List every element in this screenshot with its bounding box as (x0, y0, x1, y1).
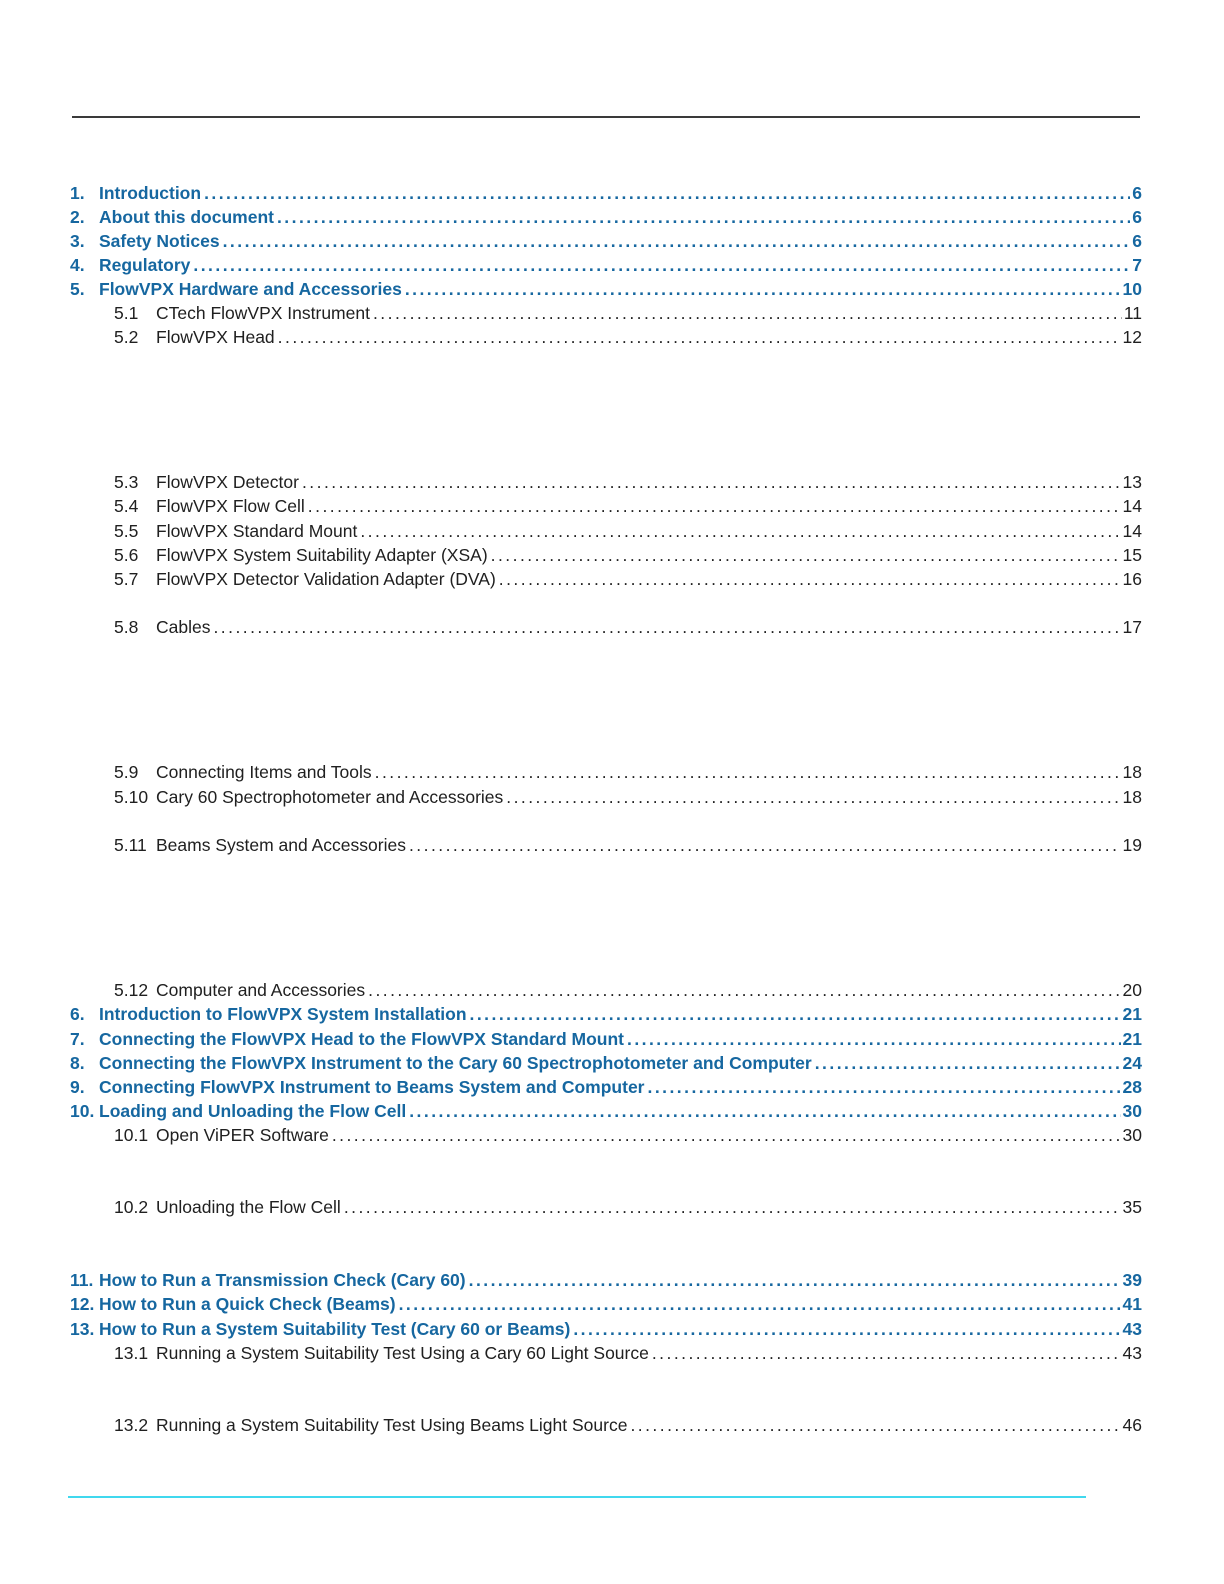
toc-page-number: 16 (1122, 569, 1142, 589)
toc-entry[interactable] (70, 1075, 1142, 1099)
toc-title: FlowVPX Detector Validation Adapter (DVA) (156, 569, 496, 589)
toc-number: 3. (70, 231, 85, 251)
toc-number: 5. (70, 279, 85, 299)
toc-page-number: 43 (1122, 1319, 1142, 1339)
toc-page-number: 14 (1122, 496, 1142, 516)
toc-title: FlowVPX Detector (156, 472, 299, 492)
toc-number: 5.10 (114, 787, 149, 807)
toc-title: Introduction (99, 183, 202, 203)
toc-entry[interactable] (70, 785, 1142, 809)
toc-number: 5.5 (114, 521, 139, 541)
toc-title: How to Run a Transmission Check (Cary 60) (99, 1270, 466, 1290)
toc-entry[interactable] (70, 1292, 1142, 1316)
toc-number: 5.3 (114, 472, 139, 492)
toc-dot-leader (360, 519, 1120, 543)
toc-entry[interactable] (70, 1051, 1142, 1075)
toc-page-number: 30 (1122, 1101, 1142, 1121)
toc-entry[interactable] (70, 253, 1142, 277)
toc-page-number: 24 (1122, 1053, 1142, 1073)
toc-entry[interactable] (70, 615, 1142, 639)
toc-number: 12. (70, 1294, 95, 1314)
toc-title: Safety Notices (99, 231, 220, 251)
toc-title: Cary 60 Spectrophotometer and Accessories (156, 787, 504, 807)
toc-entry[interactable] (70, 1123, 1142, 1147)
toc-title: Running a System Suitability Test Using a Cary 60 Light Source (156, 1343, 649, 1363)
toc-page-number: 13 (1122, 472, 1142, 492)
toc-number: 5.7 (114, 569, 139, 589)
toc-page-number: 18 (1122, 787, 1142, 807)
toc-number: 8. (70, 1053, 85, 1073)
toc-title: Cables (156, 617, 211, 637)
toc-title: How to Run a System Suitability Test (Cary 60 or Beams) (99, 1319, 571, 1339)
toc-number: 5.6 (114, 545, 139, 565)
toc-title: How to Run a Quick Check (Beams) (99, 1294, 396, 1314)
toc-dot-leader (470, 1002, 1121, 1026)
toc-page-number: 35 (1122, 1197, 1142, 1217)
toc-number: 5.2 (114, 327, 139, 347)
toc-entry[interactable] (70, 760, 1142, 784)
toc-title: About this document (99, 207, 274, 227)
toc-dot-leader (499, 567, 1121, 591)
toc-page-number: 28 (1122, 1077, 1142, 1097)
toc-entry[interactable] (70, 1099, 1142, 1123)
toc-entry[interactable] (70, 978, 1142, 1002)
toc-page-number: 21 (1122, 1004, 1142, 1024)
toc-dot-leader (278, 325, 1121, 349)
toc-title: Introduction to FlowVPX System Installation (99, 1004, 467, 1024)
toc-page-number: 10 (1122, 279, 1142, 299)
toc-dot-leader (332, 1123, 1121, 1147)
toc-title: Unloading the Flow Cell (156, 1197, 341, 1217)
toc-title: Connecting Items and Tools (156, 762, 372, 782)
toc-page-number: 6 (1132, 183, 1142, 203)
toc-number: 13. (70, 1319, 95, 1339)
toc-entry[interactable] (70, 494, 1142, 518)
toc-page-number: 11 (1123, 303, 1142, 323)
toc-title: Computer and Accessories (156, 980, 366, 1000)
toc-dot-leader (399, 1292, 1121, 1316)
toc-title: Connecting the FlowVPX Instrument to the Cary 60 Spectrophotometer and Computer (99, 1053, 812, 1073)
toc-page-number: 39 (1122, 1270, 1142, 1290)
toc-title: CTech FlowVPX Instrument (156, 303, 370, 323)
toc-page-number: 12 (1122, 327, 1142, 347)
toc-page-number: 17 (1122, 617, 1142, 637)
toc-number: 10. (70, 1101, 95, 1121)
toc-dot-leader (344, 1195, 1121, 1219)
toc-number: 10.1 (114, 1125, 149, 1145)
toc-entry[interactable] (70, 470, 1142, 494)
toc-title: FlowVPX Flow Cell (156, 496, 305, 516)
toc-dot-leader (302, 470, 1121, 494)
toc-title: FlowVPX Hardware and Accessories (99, 279, 402, 299)
toc-page-number: 6 (1132, 231, 1142, 251)
toc-entry[interactable] (70, 1268, 1142, 1292)
toc-dot-leader (204, 181, 1130, 205)
toc-number: 5.8 (114, 617, 139, 637)
toc-page-number: 18 (1122, 762, 1142, 782)
toc-page-number: 21 (1122, 1029, 1142, 1049)
toc-entry[interactable] (70, 205, 1142, 229)
toc-entry[interactable] (70, 1413, 1142, 1437)
toc-number: 5.11 (114, 835, 147, 855)
toc-dot-leader (308, 494, 1121, 518)
toc-page-number: 41 (1122, 1294, 1142, 1314)
toc-entry[interactable] (70, 1002, 1142, 1026)
toc-dot-leader (405, 277, 1121, 301)
toc-number: 11. (70, 1270, 94, 1290)
toc-number: 10.2 (114, 1197, 149, 1217)
toc-number: 5.9 (114, 762, 139, 782)
footer-rule (68, 1496, 1086, 1498)
toc-title: Beams System and Accessories (156, 835, 406, 855)
toc-number: 2. (70, 207, 85, 227)
toc-page-number: 30 (1122, 1125, 1142, 1145)
toc-title: FlowVPX Head (156, 327, 275, 347)
toc-dot-leader (409, 1099, 1120, 1123)
toc-number: 1. (70, 183, 85, 203)
toc-number: 5.12 (114, 980, 149, 1000)
toc-title: Connecting the FlowVPX Head to the FlowVPX Standard Mount (99, 1029, 625, 1049)
toc-page-number: 7 (1132, 255, 1142, 275)
toc-entry[interactable] (70, 1195, 1142, 1219)
toc-page-number: 6 (1132, 207, 1142, 227)
toc-dot-leader (193, 253, 1130, 277)
toc-dot-leader (277, 205, 1130, 229)
toc-dot-leader (373, 301, 1122, 325)
toc-page-number: 15 (1122, 545, 1142, 565)
toc-page-number: 20 (1122, 980, 1142, 1000)
toc-entry[interactable] (70, 543, 1142, 567)
toc-entry[interactable] (70, 1341, 1142, 1365)
toc-dot-leader (815, 1051, 1121, 1075)
toc-entry[interactable] (70, 301, 1142, 325)
toc-dot-leader (652, 1341, 1121, 1365)
toc-entry[interactable] (70, 833, 1142, 857)
toc-dot-leader (223, 229, 1131, 253)
toc-number: 6. (70, 1004, 85, 1024)
toc-title: Loading and Unloading the Flow Cell (99, 1101, 407, 1121)
toc-title: Running a System Suitability Test Using Beams Light Source (156, 1415, 628, 1435)
toc-dot-leader (648, 1075, 1121, 1099)
toc-number: 4. (70, 255, 85, 275)
toc-number: 7. (70, 1029, 85, 1049)
toc-page-number: 46 (1122, 1415, 1142, 1435)
toc-page-number: 14 (1122, 521, 1142, 541)
toc-number: 5.4 (114, 496, 139, 516)
toc-dot-leader (573, 1317, 1120, 1341)
toc-number: 13.1 (114, 1343, 149, 1363)
toc-entry[interactable] (70, 1027, 1142, 1051)
toc-dot-leader (469, 1268, 1121, 1292)
toc-dot-leader (630, 1413, 1120, 1437)
toc-entry[interactable] (70, 277, 1142, 301)
header-rule (72, 116, 1140, 118)
toc-dot-leader (506, 785, 1120, 809)
toc-title: FlowVPX Standard Mount (156, 521, 358, 541)
toc-dot-leader (409, 833, 1121, 857)
toc-entry[interactable] (70, 229, 1142, 253)
toc-entry[interactable] (70, 567, 1142, 591)
toc-entry[interactable] (70, 519, 1142, 543)
toc-number: 13.2 (114, 1415, 149, 1435)
toc-dot-leader (491, 543, 1121, 567)
toc-title: Connecting FlowVPX Instrument to Beams System and Computer (99, 1077, 645, 1097)
toc-entry[interactable] (70, 325, 1142, 349)
toc-title: Open ViPER Software (156, 1125, 329, 1145)
toc-dot-leader (213, 615, 1120, 639)
toc-dot-leader (375, 760, 1121, 784)
toc-number: 9. (70, 1077, 85, 1097)
toc-title: Regulatory (99, 255, 191, 275)
toc-dot-leader (627, 1027, 1121, 1051)
toc-entry[interactable] (70, 181, 1142, 205)
toc-page-number: 19 (1122, 835, 1142, 855)
toc-page-number: 43 (1122, 1343, 1142, 1363)
toc-title: FlowVPX System Suitability Adapter (XSA) (156, 545, 488, 565)
toc-dot-leader (368, 978, 1120, 1002)
toc-number: 5.1 (114, 303, 139, 323)
toc-entry[interactable] (70, 1317, 1142, 1341)
